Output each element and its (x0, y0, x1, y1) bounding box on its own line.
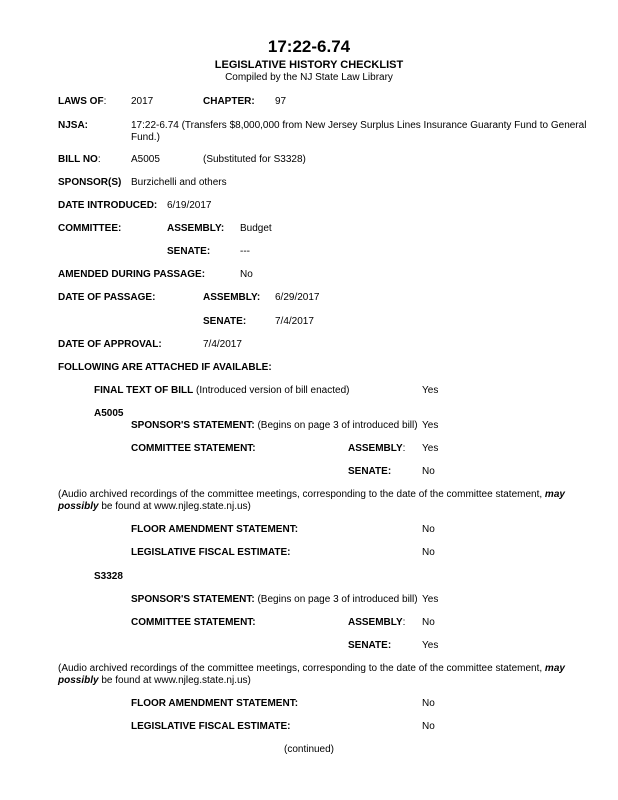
chapter-label: CHAPTER: (203, 96, 255, 107)
continued-note: (continued) (283, 744, 335, 755)
a5005-committee-assembly-label: ASSEMBLY: (348, 443, 406, 454)
chapter-value: 97 (275, 96, 287, 107)
a5005-committee-senate-label: SENATE: (348, 466, 392, 477)
a5005-sponsor-value: Yes (422, 420, 439, 431)
s3328-fiscal-estimate-value: No (422, 721, 435, 732)
committee-label: COMMITTEE: (58, 223, 122, 234)
passage-senate-value: 7/4/2017 (275, 316, 314, 327)
final-text-row: FINAL TEXT OF BILL (Introduced version of bill enacted) (94, 385, 350, 396)
s3328-committee-senate-value: Yes (422, 640, 439, 651)
njsa-value: 17:22-6.74 (Transfers $8,000,000 from New Jersey Surplus Lines Insurance Guaranty Fund to General Fund.) (131, 120, 587, 143)
a5005-committee-statement: COMMITTEE STATEMENT: (131, 443, 256, 454)
date-of-approval-label: DATE OF APPROVAL: (58, 339, 162, 350)
s3328-floor-amendment-label: FLOOR AMENDMENT STATEMENT: (131, 698, 299, 709)
s3328-audio-note: (Audio archived recordings of the committee meetings, corresponding to the date of the committee statement, may possibly be found at www.njleg.state.nj.us) (58, 663, 565, 686)
final-text-value: Yes (422, 385, 439, 396)
bill-heading-s3328: S3328 (94, 571, 123, 582)
a5005-committee-senate-value: No (422, 466, 435, 477)
a5005-fiscal-estimate-label: LEGISLATIVE FISCAL ESTIMATE: (131, 547, 291, 558)
a5005-fiscal-estimate-value: No (422, 547, 435, 558)
passage-assembly-label: ASSEMBLY: (203, 292, 261, 303)
checklist-subtitle: LEGISLATIVE HISTORY CHECKLIST (214, 59, 404, 71)
a5005-committee-assembly-value: Yes (422, 443, 439, 454)
date-introduced-value: 6/19/2017 (167, 200, 212, 211)
s3328-committee-assembly-value: No (422, 617, 435, 628)
attached-heading: FOLLOWING ARE ATTACHED IF AVAILABLE: (58, 362, 272, 373)
s3328-sponsor-statement: SPONSOR'S STATEMENT: (Begins on page 3 of introduced bill) (131, 594, 418, 605)
amended-label: AMENDED DURING PASSAGE: (58, 269, 206, 280)
bill-no-substitution: (Substituted for S3328) (203, 154, 306, 165)
compiled-by: Compiled by the NJ State Law Library (225, 72, 393, 83)
a5005-audio-note: (Audio archived recordings of the committee meetings, corresponding to the date of the committee statement, may possibly be found at www.njleg.state.nj.us) (58, 489, 565, 512)
s3328-floor-amendment-value: No (422, 698, 435, 709)
passage-assembly-value: 6/29/2017 (275, 292, 320, 303)
a5005-floor-amendment-label: FLOOR AMENDMENT STATEMENT: (131, 524, 299, 535)
date-introduced-label: DATE INTRODUCED: (58, 200, 158, 211)
laws-of-label: LAWS OF: (58, 96, 107, 107)
sponsors-label: SPONSOR(S) (58, 177, 122, 188)
a5005-sponsor-statement: SPONSOR'S STATEMENT: (Begins on page 3 of introduced bill) (131, 420, 418, 431)
njsa-label: NJSA: (58, 120, 89, 131)
s3328-committee-assembly-label: ASSEMBLY: (348, 617, 406, 628)
laws-of-value: 2017 (131, 96, 154, 107)
date-of-passage-label: DATE OF PASSAGE: (58, 292, 156, 303)
date-of-approval-value: 7/4/2017 (203, 339, 242, 350)
passage-senate-label: SENATE: (203, 316, 247, 327)
a5005-floor-amendment-value: No (422, 524, 435, 535)
committee-senate-label: SENATE: (167, 246, 211, 257)
committee-senate-value: --- (240, 246, 250, 257)
bill-no-value: A5005 (131, 154, 160, 165)
s3328-committee-statement: COMMITTEE STATEMENT: (131, 617, 256, 628)
s3328-committee-senate-label: SENATE: (348, 640, 392, 651)
bill-heading-a5005: A5005 (94, 408, 124, 419)
s3328-sponsor-value: Yes (422, 594, 439, 605)
committee-assembly-value: Budget (240, 223, 272, 234)
amended-value: No (240, 269, 253, 280)
sponsors-value: Burzichelli and others (131, 177, 227, 188)
page-title: 17:22-6.74 (267, 37, 351, 56)
bill-no-label: BILL NO: (58, 154, 101, 165)
committee-assembly-label: ASSEMBLY: (167, 223, 225, 234)
s3328-fiscal-estimate-label: LEGISLATIVE FISCAL ESTIMATE: (131, 721, 291, 732)
